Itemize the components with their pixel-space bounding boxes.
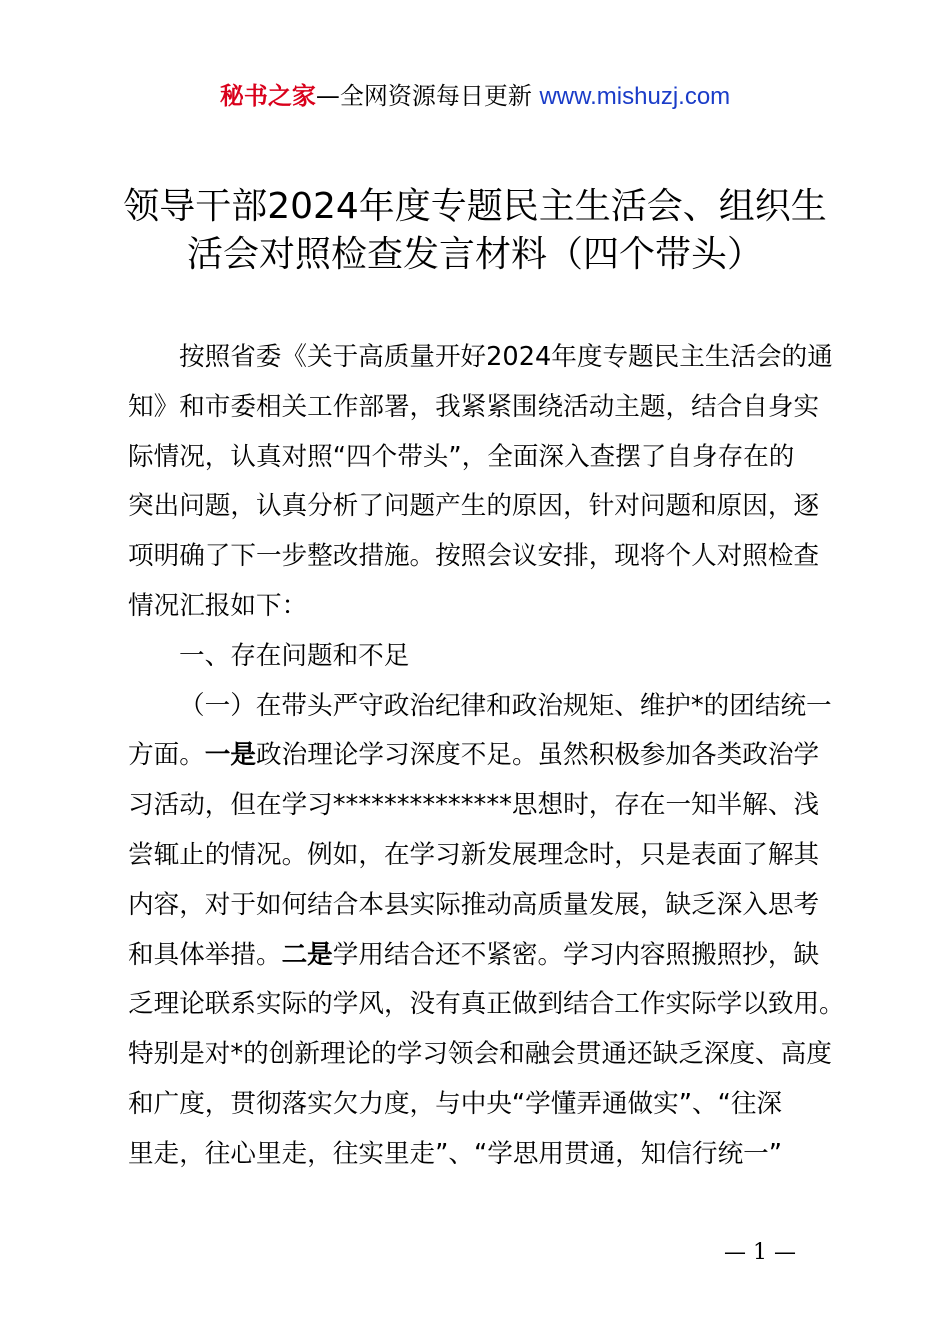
site-brand: 秘书之家 xyxy=(219,82,316,110)
text-line: 尝辄止的情况。例如，在学习新发展理念时，只是表面了解其 xyxy=(128,839,820,870)
text-span: 和具体举措。 xyxy=(128,939,282,970)
text-line: 突出问题，认真分析了问题产生的原因，针对问题和原因，逐 xyxy=(128,491,820,522)
text-line: 内容，对于如何结合本县实际推动高质量发展，缺乏深入思考 xyxy=(128,889,820,920)
site-url-link[interactable]: www.mishuzj.com xyxy=(539,83,731,110)
section-heading: 一、存在问题和不足 xyxy=(179,640,410,671)
text-line: 际情况，认真对照“四个带头”，全面深入查摆了自身存在的 xyxy=(128,441,795,472)
text-line: 知》和市委相关工作部署，我紧紧围绕活动主题，结合自身实 xyxy=(128,391,820,422)
text-line: 里走，往心里走，往实里走”、“学思用贯通，知信行统一” xyxy=(128,1138,783,1169)
emphasis-label: 二是 xyxy=(281,939,333,970)
emphasis-label: 一是 xyxy=(204,740,256,771)
text-line: 项明确了下一步整改措施。按照会议安排，现将个人对照检查 xyxy=(128,541,820,572)
subsection-paragraph xyxy=(128,682,845,1180)
text-line xyxy=(128,731,832,781)
text-line: 和广度，贯彻落实欠力度，与中央“学懂弄通做实”、“往深 xyxy=(128,1088,783,1119)
text-span: 方面。 xyxy=(128,740,205,771)
text-span: 政治理论学习深度不足。虽然积极参加各类政治学 xyxy=(256,740,820,771)
text-line: 乏理论联系实际的学风，没有真正做到结合工作实际学以致用。 xyxy=(128,989,845,1020)
text-line: 特别是对*的创新理论的学习领会和融会贯通还缺乏深度、高度 xyxy=(128,1039,832,1070)
text-span: 学用结合还不紧密。学习内容照搬照抄，缺 xyxy=(332,939,820,970)
text-line: （一）在带头严守政治纪律和政治规矩、维护*的团结统一 xyxy=(179,690,832,721)
text-line: 情况汇报如下： xyxy=(128,590,308,621)
title-line-2: 活会对照检查发言材料（四个带头） xyxy=(186,234,763,275)
document-body xyxy=(128,333,845,1180)
text-line: 按照省委《关于高质量开好2024年度专题民主生活会的通 xyxy=(179,342,833,372)
text-line: 习活动，但在学习**************思想时，存在一知半解、浅 xyxy=(128,790,820,821)
page-number: — 1 — xyxy=(724,1240,796,1265)
title-line-1: 领导干部2024年度专题民主生活会、组织生 xyxy=(123,186,827,227)
site-slogan: —全网资源每日更新 xyxy=(315,82,540,110)
site-header xyxy=(0,80,950,113)
text-line xyxy=(128,931,832,981)
document-title xyxy=(100,183,850,279)
intro-paragraph xyxy=(128,333,832,632)
